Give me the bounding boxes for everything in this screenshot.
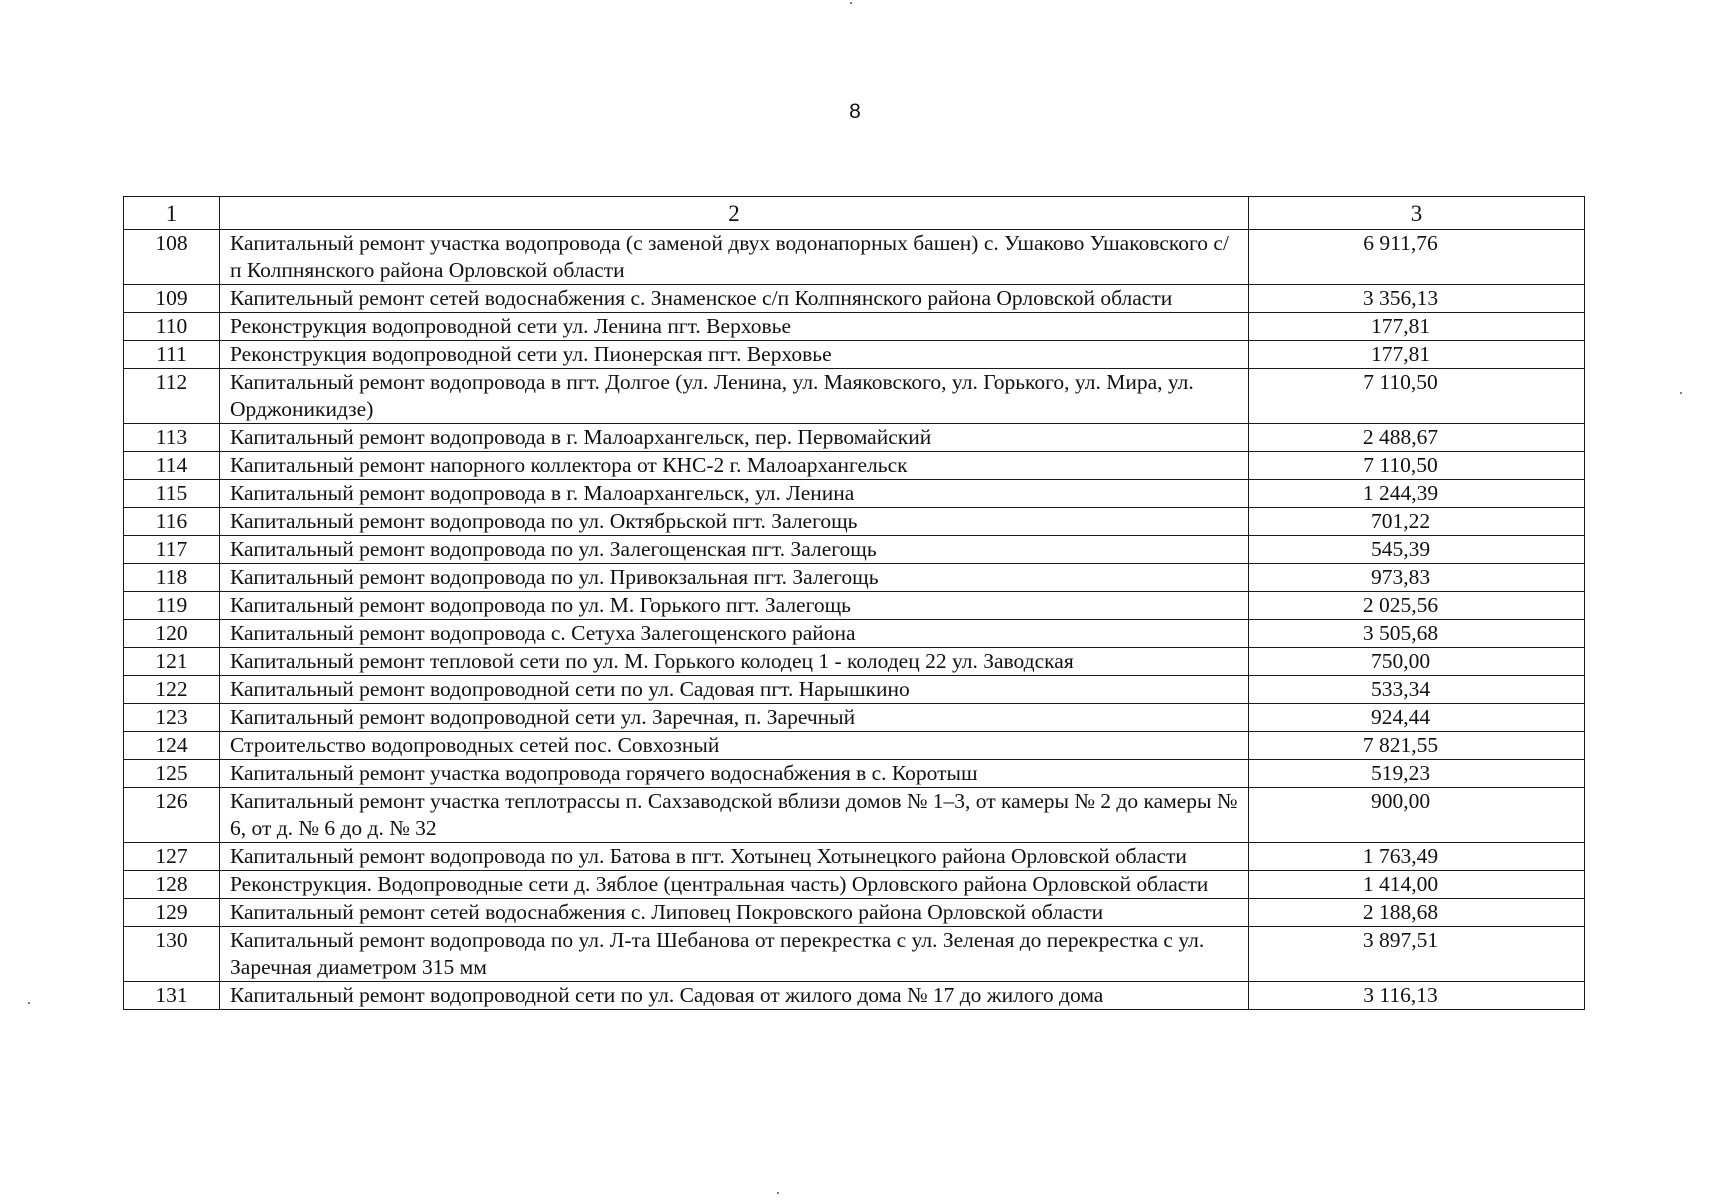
row-name: Капитальный ремонт участка водопровода (с заменой двух водонапорных башен) с. Ушаково Ушаковского с/п Колпнянского района Орловской области [220,230,1249,285]
header-col-sum: 3 [1249,197,1585,230]
row-name: Капитальный ремонт водопровода с. Сетуха Залегощенского района [220,620,1249,648]
row-sum: 900,00 [1249,788,1585,843]
scan-speck [1680,392,1682,394]
table-row [124,369,1585,424]
row-number: 124 [124,732,220,760]
row-name: Капительный ремонт сетей водоснабжения с. Знаменское с/п Колпнянского района Орловской области [220,285,1249,313]
table-header [124,197,1585,230]
row-number: 122 [124,676,220,704]
row-number: 114 [124,452,220,480]
row-name: Капитальный ремонт напорного коллектора от КНС-2 г. Малоархангельск [220,452,1249,480]
row-sum: 3 897,51 [1249,927,1585,982]
row-sum: 701,22 [1249,508,1585,536]
row-number: 110 [124,313,220,341]
header-row [124,197,1585,230]
table-body [124,230,1585,1010]
row-number: 113 [124,424,220,452]
funding-table [123,196,1585,1010]
table-row [124,788,1585,843]
row-sum: 545,39 [1249,536,1585,564]
table-row [124,285,1585,313]
scan-speck [777,1192,779,1194]
table-row [124,424,1585,452]
row-name: Капитальный ремонт водопровода по ул. Батова в пгт. Хотынец Хотынецкого района Орловской области [220,843,1249,871]
row-name: Капитальный ремонт водопровода в г. Малоархангельск, пер. Первомайский [220,424,1249,452]
row-number: 125 [124,760,220,788]
table-row [124,899,1585,927]
row-sum: 6 911,76 [1249,230,1585,285]
row-sum: 177,81 [1249,313,1585,341]
row-name: Капитальный ремонт водопровода по ул. Привокзальная пгт. Залегощь [220,564,1249,592]
table-row [124,452,1585,480]
table-row [124,704,1585,732]
row-number: 109 [124,285,220,313]
row-name: Капитальный ремонт водопровода по ул. Залегощенская пгт. Залегощь [220,536,1249,564]
row-sum: 3 116,13 [1249,982,1585,1010]
row-name: Реконструкция водопроводной сети ул. Ленина пгт. Верховье [220,313,1249,341]
row-name: Капитальный ремонт водопровода по ул. М. Горького пгт. Залегощь [220,592,1249,620]
row-number: 115 [124,480,220,508]
row-name: Капитальный ремонт водопровода по ул. Л-та Шебанова от перекрестка с ул. Зеленая до перекрестка с ул. Заречная диаметром 315 мм [220,927,1249,982]
header-col-name: 2 [220,197,1249,230]
row-name: Капитальный ремонт водопровода в пгт. Долгое (ул. Ленина, ул. Маяковского, ул. Горького, ул. Мира, ул. Орджоникидзе) [220,369,1249,424]
row-name: Капитальный ремонт сетей водоснабжения с. Липовец Покровского района Орловской области [220,899,1249,927]
table-row [124,732,1585,760]
table-row [124,620,1585,648]
table-row [124,313,1585,341]
row-name: Капитальный ремонт участка теплотрассы п. Сахзаводской вблизи домов № 1–3, от камеры № 2 до камеры № 6, от д. № 6 до д. № 32 [220,788,1249,843]
row-name: Реконструкция. Водопроводные сети д. Зяблое (центральная часть) Орловского района Орловской области [220,871,1249,899]
row-number: 116 [124,508,220,536]
row-number: 117 [124,536,220,564]
row-name: Реконструкция водопроводной сети ул. Пионерская пгт. Верховье [220,341,1249,369]
row-sum: 3 505,68 [1249,620,1585,648]
row-number: 120 [124,620,220,648]
table-row [124,676,1585,704]
table-row [124,480,1585,508]
row-sum: 750,00 [1249,648,1585,676]
table-row [124,564,1585,592]
row-number: 128 [124,871,220,899]
row-sum: 2 188,68 [1249,899,1585,927]
row-sum: 2 488,67 [1249,424,1585,452]
row-sum: 1 414,00 [1249,871,1585,899]
row-sum: 1 763,49 [1249,843,1585,871]
table-row [124,982,1585,1010]
table-row [124,648,1585,676]
page-number: 8 [849,100,861,123]
table-row [124,871,1585,899]
row-number: 127 [124,843,220,871]
row-number: 108 [124,230,220,285]
row-number: 112 [124,369,220,424]
row-sum: 2 025,56 [1249,592,1585,620]
header-col-number: 1 [124,197,220,230]
row-number: 121 [124,648,220,676]
row-number: 119 [124,592,220,620]
table-row [124,508,1585,536]
row-name: Капитальный ремонт водопровода по ул. Октябрьской пгт. Залегощь [220,508,1249,536]
row-name: Капитальный ремонт водопроводной сети по ул. Садовая пгт. Нарышкино [220,676,1249,704]
table-row [124,843,1585,871]
row-name: Капитальный ремонт участка водопровода горячего водоснабжения в с. Коротыш [220,760,1249,788]
table-row [124,760,1585,788]
row-number: 131 [124,982,220,1010]
row-number: 126 [124,788,220,843]
row-sum: 519,23 [1249,760,1585,788]
row-sum: 924,44 [1249,704,1585,732]
row-name: Капитальный ремонт водопровода в г. Малоархангельск, ул. Ленина [220,480,1249,508]
row-sum: 177,81 [1249,341,1585,369]
row-number: 118 [124,564,220,592]
table-row [124,536,1585,564]
row-number: 111 [124,341,220,369]
table-row [124,592,1585,620]
row-number: 123 [124,704,220,732]
row-name: Строительство водопроводных сетей пос. Совхозный [220,732,1249,760]
row-number: 130 [124,927,220,982]
row-sum: 7 821,55 [1249,732,1585,760]
row-sum: 7 110,50 [1249,452,1585,480]
row-sum: 973,83 [1249,564,1585,592]
scan-speck [28,1002,30,1004]
row-name: Капитальный ремонт водопроводной сети ул. Заречная, п. Заречный [220,704,1249,732]
row-name: Капитальный ремонт водопроводной сети по ул. Садовая от жилого дома № 17 до жилого дома [220,982,1249,1010]
row-number: 129 [124,899,220,927]
scan-speck [850,2,852,4]
table-row [124,927,1585,982]
row-sum: 7 110,50 [1249,369,1585,424]
row-sum: 1 244,39 [1249,480,1585,508]
row-name: Капитальный ремонт тепловой сети по ул. М. Горького колодец 1 - колодец 22 ул. Заводская [220,648,1249,676]
table-row [124,341,1585,369]
row-sum: 533,34 [1249,676,1585,704]
row-sum: 3 356,13 [1249,285,1585,313]
table-row [124,230,1585,285]
